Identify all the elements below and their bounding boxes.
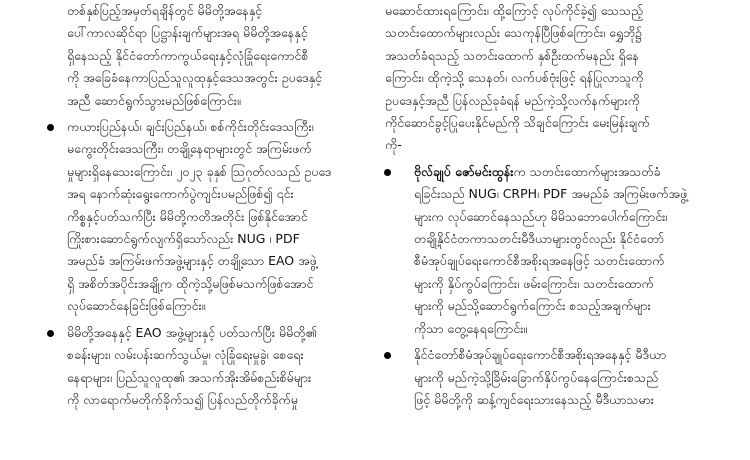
left-intro-paragraph [67, 0, 375, 112]
text-line: စခန်းများ၊ လမ်းပန်းဆက်သွယ်မှု၊ လုံခြုံရေးမှုခွဲ၊ စေရေး [67, 347, 304, 363]
text-line: ရခြင်းသည် NUG၊ CRPH၊ PDF အမည်ခံ အကြမ်းဖက်အဖွဲ့ [414, 186, 688, 202]
bullet-dot-icon [384, 352, 391, 359]
text-line: အညီ ဆောင်ရွက်သွားမည်ဖြစ်ကြောင်း။ [67, 92, 241, 108]
text-line [414, 161, 722, 183]
text-line: ကိုသာ တွေ့နေရကြောင်း။ [414, 320, 528, 336]
text-line: မိမိတို့အနေနှင့် EAO အဖွဲ့များနှင့် ပတ်သက်ပြီး မိမိတို့၏ [67, 324, 317, 340]
text-line: ရှိ အစိတ်အပိုင်းအချို့က ထိုကဲ့သို့မဖြစ်မသက်ဖြစ်အောင် [67, 275, 314, 291]
text-line: များကို နှိပ်ကွပ်ကြောင်း၊ ဖမ်းကြောင်း၊ သတင်းထောက် [414, 275, 654, 291]
text-line: ဥပဒေနှင့်အညီ ပြန်လည်ခုခံရန် မည်ကဲ့သို့လက်နက်များကို [385, 92, 640, 108]
text-line: အရ နောက်ဆုံးရွေးကောက်ပွဲကျင်းပမည်ဖြစ်၍ ၎င်း [67, 186, 294, 202]
text-line: ကိစ္စနှင့်ပတ်သက်ပြီး မိမိတို့ကတိအတိုင်း ဖြစ်နိုင်အောင် [67, 208, 308, 224]
bullet-dot-icon [47, 124, 54, 131]
right-intro-paragraph [385, 0, 722, 157]
text-line: နိုင်ငံတော်စီမံအုပ်ချုပ်ရေးကောင်စီအစိုးရအနေနှင့် မီဒီယာ [414, 347, 667, 363]
speaker-name: ဗိုလ်ချုပ် ဇော်မင်းထွန်း [414, 163, 514, 179]
text-line: သတင်းထောက်များလည်း သေကုန်ပြီဖြစ်ကြောင်း၊ ရွှေဘို၌ [385, 25, 643, 41]
text-line: ကို အခြေခံနေကာပြည်သူလူထုနှင့်ဒေသအတွင်း ဥပဒေနှင့် [67, 70, 322, 86]
text-line: ကိုင်ဆောင်ခွင့်ပြုပေးနိုင်မည်ကို သိချင်ကြောင်း မေးမြန်းချက် [385, 115, 650, 131]
right-column [372, 0, 722, 411]
text-line: ကယားပြည်နယ်၊ ချင်းပြည်နယ်၊ စစ်ကိုင်းတိုင်းဒေသကြီး၊ [67, 119, 314, 135]
text-line: ရှိနေသည့် နိုင်ငံတော်ကာကွယ်ရေးနှင့်လုံခြုံရေးကောင်စီ [67, 47, 309, 63]
text-line: မကွေးတိုင်းဒေသကြီး၊ တချို့နေရာများတွင် အကြမ်းဖက် [67, 141, 312, 157]
text-line: များက လုပ်ဆောင်နေသည်ဟု မိမိသဘောပေါက်ကြောင်း၊ [414, 208, 668, 224]
text-line: အသတ်ခံရသည့် သတင်းထောက် နှစ်ဦးထက်မနည်း ရှိနေ [385, 47, 639, 63]
text-line: ကြိုးစားဆောင်ရွက်လျက်ရှိသော်လည်း NUG ၊ PDF [67, 231, 300, 247]
text-line: မဆောင်ထားရကြောင်း၊ ထို့ကြောင့် လုပ်ကိုင်ခဲ့၍ သေသည့် [385, 3, 644, 18]
text-line: ကြောင်း၊ ထိုကဲ့သို့ သေနတ်၊ လက်ပစ်ဗုံးဖြင့် ရန်ပြုလာသူကို [385, 70, 644, 86]
left-column [27, 0, 375, 411]
bullet-item-1 [27, 116, 375, 318]
bullet-dot-icon [384, 169, 391, 176]
text-line: တချို့နိုင်ငံတကာသတင်းမီဒီယာများတွင်လည်း နိုင်ငံတော် [414, 231, 665, 247]
text-line: စီမံအုပ်ချုပ်ရေးကောင်စီအစိုးရအနေဖြင့် သတင်းထောက် [414, 253, 665, 269]
text-line: ကို လာရောက်မတိုက်ခိုက်သ၍ ပြန်လည်တိုက်ခိုက်မှု [67, 391, 298, 407]
text-fragment: က သတင်းထောက်များအသတ်ခံ [513, 163, 661, 179]
text-line: များကို မည်ကဲ့သို့ခြိမ်းခြောက်နှိပ်ကွပ်နေကြောင်းစသည် [414, 369, 659, 385]
text-line: ပေါ်ကာလဆိုင်ရာ ပြဋ္ဌာန်းချက်များအရ မိမိတို့အနေနှင့် [67, 25, 308, 41]
bullet-item-4 [372, 344, 722, 411]
bullet-item-2 [27, 322, 375, 412]
text-line: ဖြင့် မိမိတို့ကို ဆန့်ကျင်ရေးသားနေသည့် မီဒီယာသမား [414, 391, 654, 407]
text-line: အမည်ခံ အကြမ်းဖက်အဖွဲ့များနှင့် တချို့သော EAO အဖွဲ့ [67, 253, 317, 269]
text-line: မှုများရှိနေသေးကြောင်း၊ ၂၀၂၃ ခုနှစ် သြဂုတ်လသည် ဥပဒေ [67, 163, 332, 179]
text-line: တစ်နှစ်ပြည့်အမှတ်ရချိန်တွင် မိမိတို့အနေနှင့် [67, 3, 263, 18]
text-line: များကို မည်သို့ဆောင်ရွက်ကြောင်း စသည့်အချက်များ [414, 298, 651, 314]
text-line: ကို- [385, 137, 402, 153]
bullet-dot-icon [47, 330, 54, 337]
text-line: နေရာများ၊ ပြည်သူလူထု၏ အသက်အိုးအိမ်စည်းစိမ်များ [67, 369, 312, 385]
bullet-item-3 [372, 161, 722, 340]
text-line: လုပ်ဆောင်နေခြင်းဖြစ်ကြောင်း။ [67, 298, 206, 314]
